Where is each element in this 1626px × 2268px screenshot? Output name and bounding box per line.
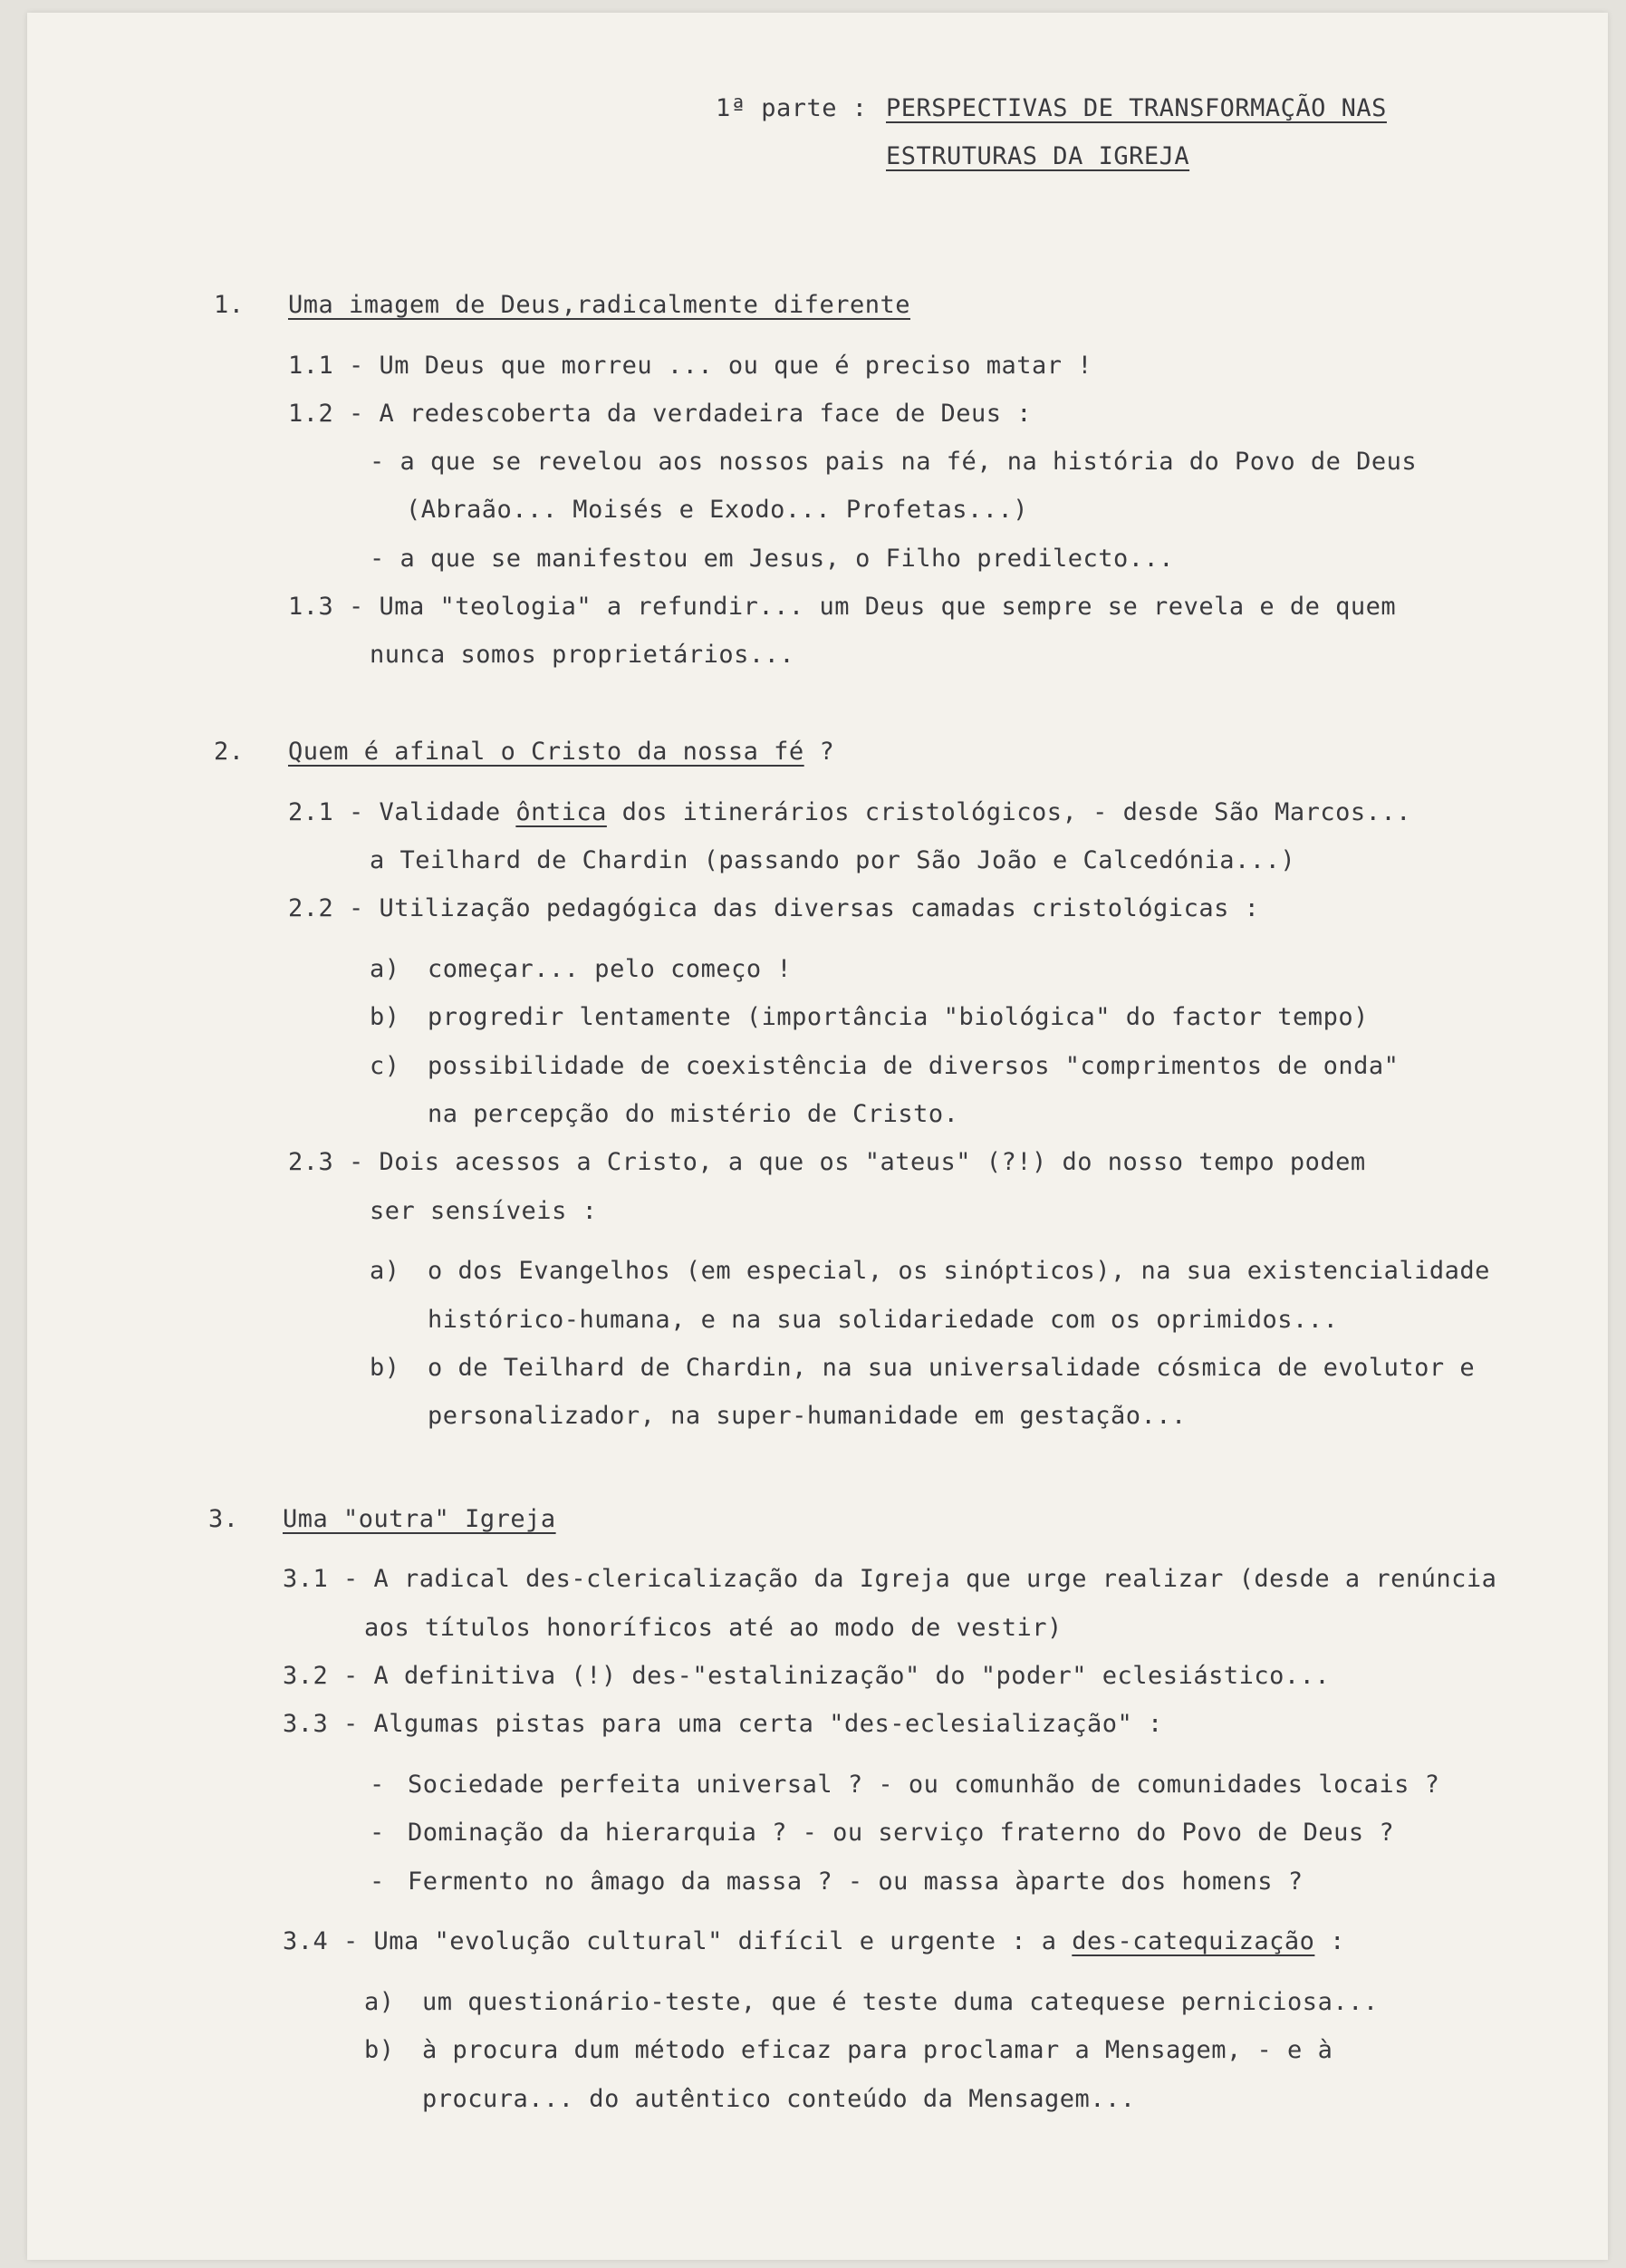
item-2-3-a-cont: histórico-humana, e na sua solidariedade com os oprimidos... [428, 1306, 1339, 1334]
item-1-2-a: - a que se revelou aos nossos pais na fé, na história do Povo de Deus [370, 448, 1418, 476]
item-2-3-cont: ser sensíveis : [370, 1197, 598, 1225]
item-3-1: 3.1 - A radical des-clericalização da Igreja que urge realizar (desde a renúncia [283, 1565, 1497, 1593]
item-3-2: 3.2 - A definitiva (!) des-"estalinização" do "poder" eclesiástico... [283, 1662, 1331, 1690]
item-3-4 [283, 1927, 1345, 1955]
section1-title: Uma imagem de Deus,radicalmente diferente [288, 291, 910, 319]
header-title-line1: PERSPECTIVAS DE TRANSFORMAÇÃO NAS [886, 94, 1387, 122]
item-2-2-b-text: progredir lentamente (importância "biológica" do factor tempo) [428, 1003, 1369, 1031]
item-3-4-b-text: à procura dum método eficaz para proclamar a Mensagem, - e à [422, 2036, 1333, 2064]
item-2-1-cont: a Teilhard de Chardin (passando por São João e Calcedónia...) [370, 846, 1296, 874]
item-2-3-a-letter: a) [370, 1257, 400, 1285]
document [27, 13, 1608, 2260]
item-2-3-a-text: o dos Evangelhos (em especial, os sinópticos), na sua existencialidade [428, 1257, 1490, 1285]
item-2-3-b-text: o de Teilhard de Chardin, na sua universalidade cósmica de evolutor e [428, 1354, 1476, 1382]
section1-number: 1. [214, 291, 245, 319]
item-2-2-c-cont: na percepção do mistério de Cristo. [428, 1100, 959, 1128]
item-2-1-underlined: ôntica [515, 798, 607, 826]
section3-title: Uma "outra" Igreja [283, 1505, 556, 1533]
item-3-4-b-cont: procura... do autêntico conteúdo da Mensagem... [422, 2085, 1136, 2113]
item-1-3: 1.3 - Uma "teologia" a refundir... um Deus que sempre se revela e de quem [288, 593, 1397, 621]
item-3-3-a-dash: - [370, 1771, 385, 1799]
item-2-2-a-text: começar... pelo começo ! [428, 955, 793, 983]
item-3-3-c-text: Fermento no âmago da massa ? - ou massa àparte dos homens ? [408, 1867, 1304, 1896]
item-2-2-c-text: possibilidade de coexistência de diversos "comprimentos de onda" [428, 1052, 1400, 1080]
item-3-4-b-letter: b) [364, 2036, 395, 2064]
item-3-4-suffix: : [1314, 1927, 1345, 1955]
item-2-3: 2.3 - Dois acessos a Cristo, a que os "ateus" (?!) do nosso tempo podem [288, 1148, 1366, 1176]
paper-sheet [27, 13, 1608, 2260]
section2-title: Quem é afinal o Cristo da nossa fé [288, 738, 804, 766]
section2-title-suffix: ? [803, 738, 835, 766]
item-1-2-b: - a que se manifestou em Jesus, o Filho predilecto... [370, 545, 1175, 573]
item-3-1-cont: aos títulos honoríficos até ao modo de vestir) [364, 1614, 1063, 1642]
section2-number: 2. [214, 738, 245, 766]
section2-title-line [288, 738, 834, 766]
item-2-2-b-letter: b) [370, 1003, 400, 1031]
item-2-2-a-letter: a) [370, 955, 400, 983]
item-2-3-b-cont: personalizador, na super-humanidade em gestação... [428, 1402, 1187, 1430]
item-1-2: 1.2 - A redescoberta da verdadeira face de Deus : [288, 400, 1033, 428]
item-3-3-a-text: Sociedade perfeita universal ? - ou comunhão de comunidades locais ? [408, 1771, 1440, 1799]
item-2-1-prefix: 2.1 - Validade [288, 798, 516, 826]
header-title-line2: ESTRUTURAS DA IGREJA [886, 142, 1190, 170]
item-1-1: 1.1 - Um Deus que morreu ... ou que é preciso matar ! [288, 352, 1093, 380]
item-3-3-b-text: Dominação da hierarquia ? - ou serviço fraterno do Povo de Deus ? [408, 1819, 1395, 1847]
item-3-4-underlined: des-catequização [1072, 1927, 1315, 1955]
item-3-4-prefix: 3.4 - Uma "evolução cultural" difícil e urgente : a [283, 1927, 1073, 1955]
item-3-3-b-dash: - [370, 1819, 385, 1847]
item-1-3-cont: nunca somos proprietários... [370, 641, 795, 669]
item-3-3: 3.3 - Algumas pistas para uma certa "des-eclesialização" : [283, 1710, 1163, 1738]
item-3-3-c-dash: - [370, 1867, 385, 1896]
item-3-4-a-text: um questionário-teste, que é teste duma catequese perniciosa... [422, 1988, 1379, 2016]
item-2-2: 2.2 - Utilização pedagógica das diversas camadas cristológicas : [288, 894, 1260, 922]
item-3-4-a-letter: a) [364, 1988, 395, 2016]
item-2-1-suffix: dos itinerários cristológicos, - desde São Marcos... [606, 798, 1411, 826]
item-1-2-a-cont: (Abraão... Moisés e Exodo... Profetas...) [406, 496, 1028, 524]
item-2-2-c-letter: c) [370, 1052, 400, 1080]
item-2-1 [288, 798, 1411, 826]
item-2-3-b-letter: b) [370, 1354, 400, 1382]
section3-number: 3. [208, 1505, 239, 1533]
part-label: 1ª parte : [716, 94, 868, 122]
